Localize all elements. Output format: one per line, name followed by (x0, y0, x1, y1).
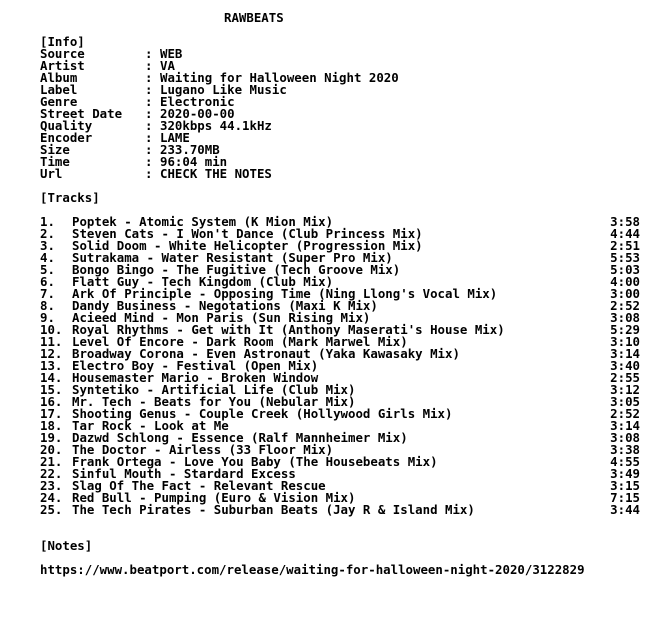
track-title: Red Bull - Pumping (Euro & Vision Mix) (72, 490, 356, 505)
track-title: Slag Of The Fact - Relevant Rescue (72, 478, 326, 493)
info-field-separator: : (145, 130, 153, 145)
info-field-separator: : (145, 94, 153, 109)
info-field-row (40, 168, 640, 180)
track-duration: 3:40 (610, 358, 640, 373)
spacer (40, 528, 640, 540)
track-duration: 3:00 (610, 286, 640, 301)
info-field-key: Label (40, 82, 78, 97)
info-field-separator: : (145, 154, 153, 169)
track-title: Royal Rhythms - Get with It (Anthony Maserati's House Mix) (72, 322, 505, 337)
track-duration: 3:05 (610, 394, 640, 409)
info-field-separator: : (145, 142, 153, 157)
info-field-value: 233.70MB (160, 142, 220, 157)
info-field-value: 320kbps 44.1kHz (160, 118, 272, 133)
info-field-row (40, 96, 640, 108)
track-duration: 3:44 (610, 502, 640, 517)
info-field-key: Album (40, 70, 78, 85)
track-title: Solid Doom - White Helicopter (Progression Mix) (72, 238, 423, 253)
tracks-section-header: [Tracks] (40, 190, 100, 205)
track-duration: 5:53 (610, 250, 640, 265)
info-fields (40, 48, 640, 180)
track-title: Broadway Corona - Even Astronaut (Yaka Kawasaky Mix) (72, 346, 460, 361)
info-field-value: Waiting for Halloween Night 2020 (160, 70, 399, 85)
track-duration: 5:03 (610, 262, 640, 277)
track-number: 17. (40, 406, 63, 421)
track-duration: 2:52 (610, 406, 640, 421)
info-field-value: 2020-00-00 (160, 106, 235, 121)
info-field-row (40, 156, 640, 168)
track-duration: 2:51 (610, 238, 640, 253)
track-title: Dandy Business - Negotations (Maxi K Mix) (72, 298, 378, 313)
track-number: 3. (40, 238, 55, 253)
track-title: Syntetiko - Artificial Life (Club Mix) (72, 382, 356, 397)
info-field-key: Encoder (40, 130, 93, 145)
track-number: 1. (40, 214, 55, 229)
info-field-key: Genre (40, 94, 78, 109)
track-duration: 4:55 (610, 454, 640, 469)
track-title: Sinful Mouth - Stardard Excess (72, 466, 296, 481)
track-title: Flatt Guy - Tech Kingdom (Club Mix) (72, 274, 334, 289)
track-title: Ark Of Principle - Opposing Time (Ning Llong's Vocal Mix) (72, 286, 498, 301)
release-group-title: RAWBEATS (224, 10, 284, 25)
track-duration: 3:14 (610, 346, 640, 361)
info-field-separator: : (145, 82, 153, 97)
info-field-row (40, 144, 640, 156)
info-field-row (40, 48, 640, 60)
track-number: 16. (40, 394, 63, 409)
track-number: 18. (40, 418, 63, 433)
release-url: https://www.beatport.com/release/waiting-for-halloween-night-2020/3122829 (40, 562, 585, 577)
track-number: 12. (40, 346, 63, 361)
track-number: 22. (40, 466, 63, 481)
track-title: Dazwd Schlong - Essence (Ralf Mannheimer Mix) (72, 430, 408, 445)
track-title: Tar Rock - Look at Me (72, 418, 229, 433)
track-number: 23. (40, 478, 63, 493)
spacer (40, 180, 640, 192)
info-field-separator: : (145, 106, 153, 121)
info-field-row (40, 120, 640, 132)
track-number: 20. (40, 442, 63, 457)
track-duration: 3:58 (610, 214, 640, 229)
info-field-key: Time (40, 154, 70, 169)
track-title: Bongo Bingo - The Fugitive (Tech Groove Mix) (72, 262, 401, 277)
track-number: 24. (40, 490, 63, 505)
track-title: Housemaster Mario - Broken Window (72, 370, 319, 385)
info-field-value: 96:04 min (160, 154, 228, 169)
info-field-key: Artist (40, 58, 85, 73)
track-duration: 3:15 (610, 478, 640, 493)
spacer (40, 516, 640, 528)
info-field-separator: : (145, 46, 153, 61)
info-field-row (40, 132, 640, 144)
track-title: The Tech Pirates - Suburban Beats (Jay R & Island Mix) (72, 502, 475, 517)
info-field-row (40, 72, 640, 84)
track-duration: 2:55 (610, 370, 640, 385)
track-duration: 3:10 (610, 334, 640, 349)
spacer (40, 24, 640, 36)
track-number: 7. (40, 286, 55, 301)
track-number: 8. (40, 298, 55, 313)
track-list (40, 216, 640, 516)
nfo-document (40, 12, 640, 576)
track-number: 6. (40, 274, 55, 289)
track-duration: 3:08 (610, 430, 640, 445)
track-title: The Doctor - Airless (33 Floor Mix) (72, 442, 334, 457)
info-field-value: LAME (160, 130, 190, 145)
track-duration: 3:49 (610, 466, 640, 481)
info-field-key: Source (40, 46, 85, 61)
info-section-header: [Info] (40, 34, 85, 49)
track-title: Frank Ortega - Love You Baby (The Housebeats Mix) (72, 454, 438, 469)
track-number: 4. (40, 250, 55, 265)
track-number: 9. (40, 310, 55, 325)
track-title: Mr. Tech - Beats for You (Nebular Mix) (72, 394, 356, 409)
track-number: 10. (40, 322, 63, 337)
info-field-value: Electronic (160, 94, 235, 109)
info-field-key: Size (40, 142, 70, 157)
track-title: Electro Boy - Festival (Open Mix) (72, 358, 319, 373)
info-field-separator: : (145, 166, 153, 181)
track-duration: 3:08 (610, 310, 640, 325)
info-field-key: Street Date (40, 106, 123, 121)
info-field-value: WEB (160, 46, 183, 61)
track-duration: 3:12 (610, 382, 640, 397)
info-field-separator: : (145, 58, 153, 73)
info-field-value: Lugano Like Music (160, 82, 287, 97)
info-field-value: CHECK THE NOTES (160, 166, 272, 181)
track-duration: 5:29 (610, 322, 640, 337)
track-title: Sutrakama - Water Resistant (Super Pro Mix) (72, 250, 393, 265)
info-field-key: Quality (40, 118, 93, 133)
notes-section-header: [Notes] (40, 538, 93, 553)
track-duration: 3:14 (610, 418, 640, 433)
track-duration: 4:00 (610, 274, 640, 289)
track-number: 19. (40, 430, 63, 445)
track-number: 14. (40, 370, 63, 385)
track-number: 11. (40, 334, 63, 349)
info-field-separator: : (145, 70, 153, 85)
track-title: Acieed Mind - Mon Paris (Sun Rising Mix) (72, 310, 371, 325)
track-number: 25. (40, 502, 63, 517)
track-number: 2. (40, 226, 55, 241)
track-duration: 3:38 (610, 442, 640, 457)
track-number: 13. (40, 358, 63, 373)
track-title: Steven Cats - I Won't Dance (Club Princess Mix) (72, 226, 423, 241)
track-row (40, 504, 640, 516)
track-title: Poptek - Atomic System (K Mion Mix) (72, 214, 334, 229)
track-duration: 2:52 (610, 298, 640, 313)
track-duration: 7:15 (610, 490, 640, 505)
info-field-row (40, 84, 640, 96)
info-field-key: Url (40, 166, 63, 181)
track-number: 15. (40, 382, 63, 397)
info-field-row (40, 108, 640, 120)
track-title: Shooting Genus - Couple Creek (Hollywood Girls Mix) (72, 406, 453, 421)
info-field-value: VA (160, 58, 175, 73)
track-duration: 4:44 (610, 226, 640, 241)
track-number: 5. (40, 262, 55, 277)
track-number: 21. (40, 454, 63, 469)
info-field-separator: : (145, 118, 153, 133)
track-title: Level Of Encore - Dark Room (Mark Marwel Mix) (72, 334, 408, 349)
